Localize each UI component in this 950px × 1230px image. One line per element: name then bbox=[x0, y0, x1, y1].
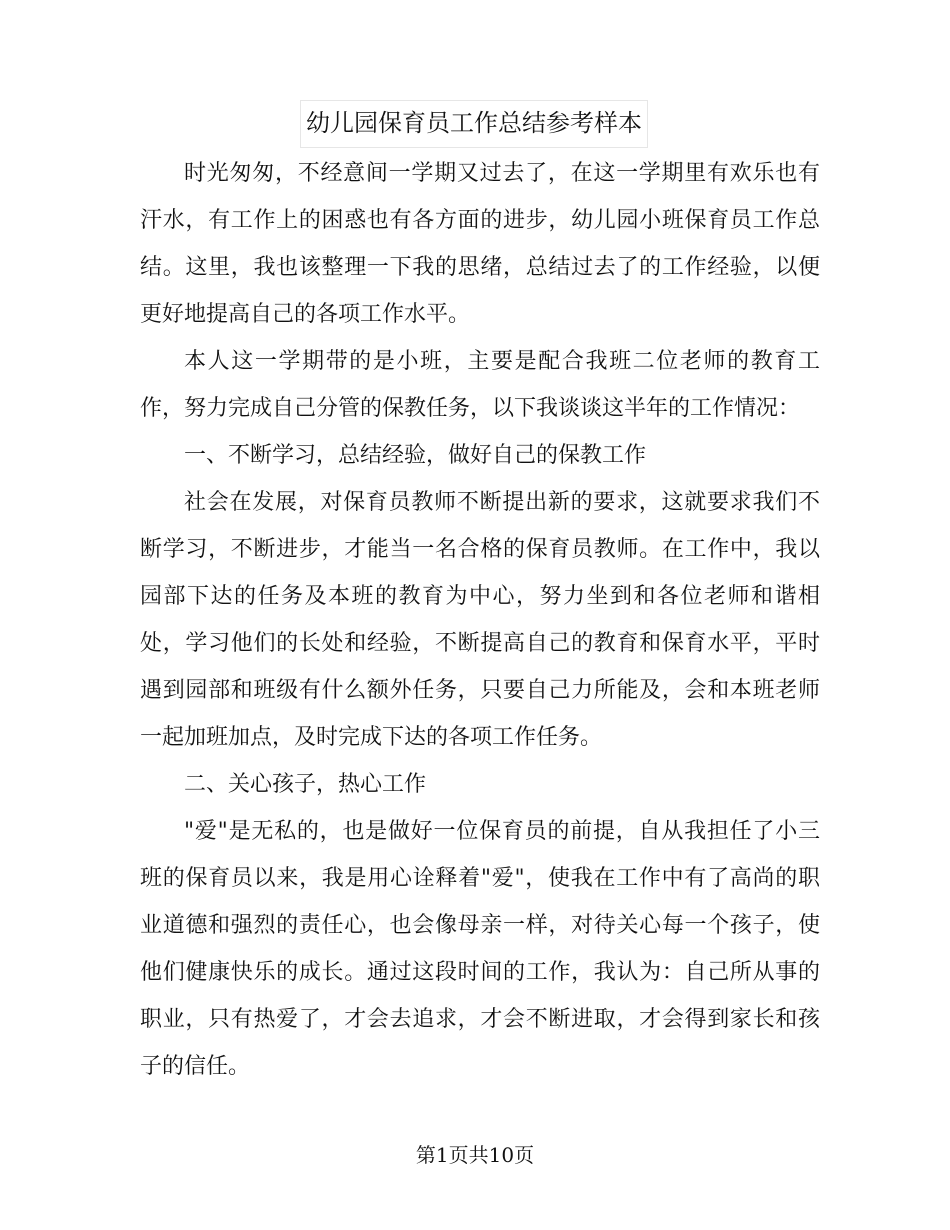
paragraph-overview: 本人这一学期带的是小班，主要是配合我班二位老师的教育工作，努力完成自己分管的保教任务，以下我谈谈这半年的工作情况： bbox=[140, 349, 820, 421]
paragraph-section-1: 社会在发展，对保育员教师不断提出新的要求，这就要求我们不断学习，不断进步，才能当一名合格的保育员教师。在工作中，我以园部下达的任务及本班的教育为中心，努力坐到和各位老师和谐相处，学习他们的长处和经验，不断提高自己的教育和保育水平，平时遇到园部和班级有什么额外任务，只要自己力所能及，会和本班老师一起加班加点，及时完成下达的各项工作任务。 bbox=[140, 490, 820, 750]
document-title: 幼儿园保育员工作总结参考样本 bbox=[300, 100, 648, 148]
paragraph-intro: 时光匆匆，不经意间一学期又过去了，在这一学期里有欢乐也有汗水，有工作上的困惑也有各方面的进步，幼儿园小班保育员工作总结。这里，我也该整理一下我的思绪，总结过去了的工作经验，以便更好地提高自己的各项工作水平。 bbox=[140, 161, 820, 327]
document-body bbox=[140, 150, 820, 1090]
page-number: 第1页共10页 bbox=[415, 1143, 535, 1167]
section-heading-2: 二、关心孩子，热心工作 bbox=[184, 772, 427, 797]
section-heading-1: 一、不断学习，总结经验，做好自己的保教工作 bbox=[184, 443, 647, 468]
paragraph-section-2: "爱"是无私的，也是做好一位保育员的前提，自从我担任了小三班的保育员以来，我是用心诠释着"爱"，使我在工作中有了高尚的职业道德和强烈的责任心，也会像母亲一样，对待关心每一个孩子，使他们健康快乐的成长。通过这段时间的工作，我认为：自己所从事的职业，只有热爱了，才会去追求，才会不断进取，才会得到家长和孩子的信任。 bbox=[140, 819, 820, 1079]
